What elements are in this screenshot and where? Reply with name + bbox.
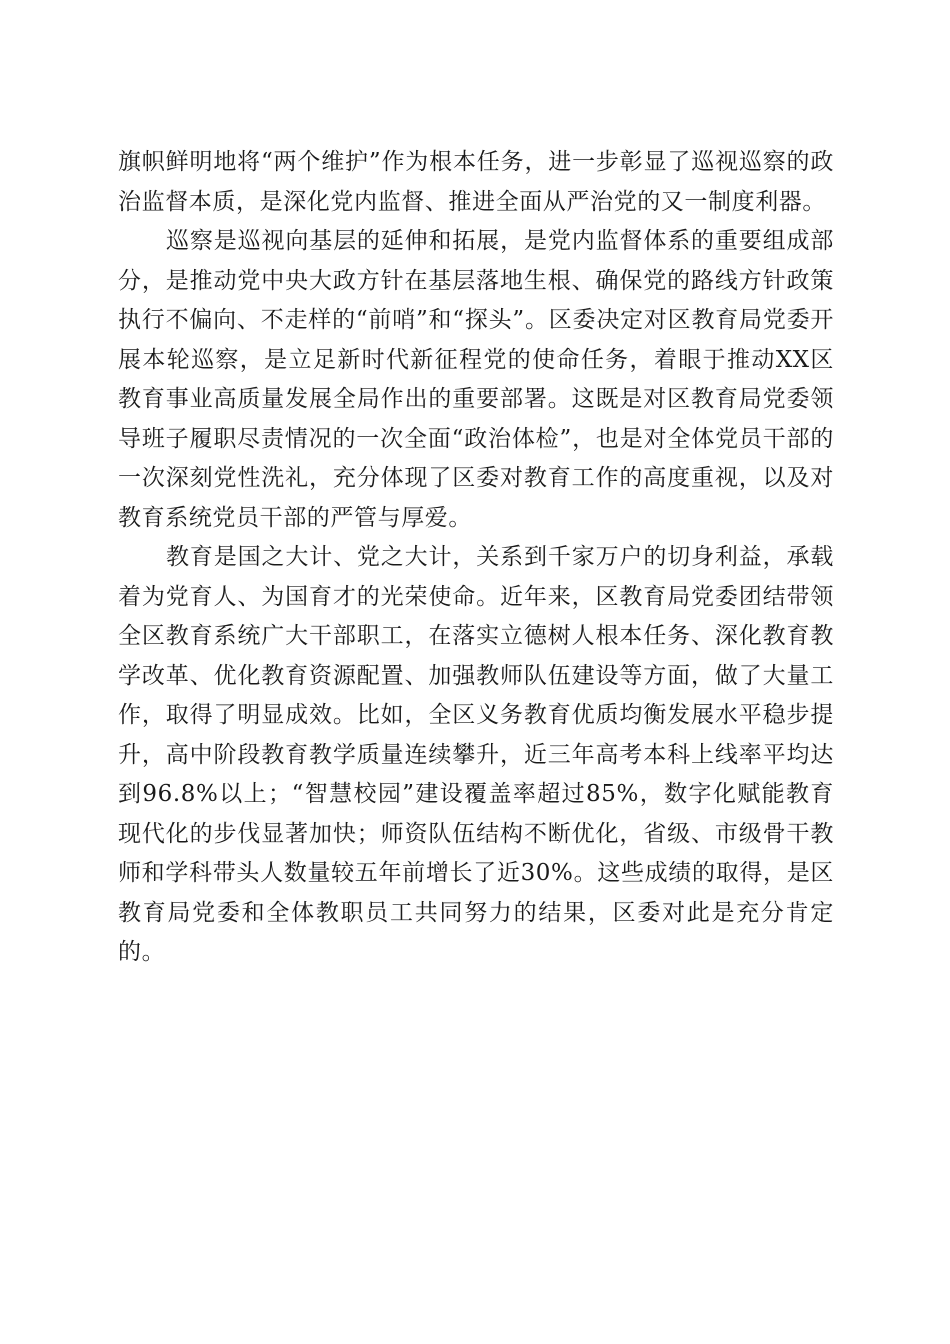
paragraph-continuation: 旗帜鲜明地将“两个维护”作为根本任务，进一步彰显了巡视巡察的政治监督本质，是深化党内监督、推进全面从严治党的又一制度利器。 [118,149,834,215]
paragraph-inspection-significance: 巡察是巡视向基层的延伸和拓展，是党内监督体系的重要组成部分，是推动党中央大政方针在基层落地生根、确保党的路线方针政策执行不偏向、不走样的“前哨”和“探头”。区委决定对区教育局党委开展本轮巡察，是立足新时代新征程党的使命任务，着眼于推动XX区教育事业高质量发展全局作出的重要部署。这既是对区教育局党委领导班子履职尽责情况的一次全面“政治体检”，也是对全体党员干部的一次深刻党性洗礼，充分体现了区委对教育工作的高度重视，以及对教育系统党员干部的严管与厚爱。 [118,228,834,531]
document-body [118,143,834,973]
paragraph-education-achievements: 教育是国之大计、党之大计，关系到千家万户的切身利益，承载着为党育人、为国育才的光荣使命。近年来，区教育局党委团结带领全区教育系统广大干部职工，在落实立德树人根本任务、深化教育教学改革、优化教育资源配置、加强教师队伍建设等方面，做了大量工作，取得了明显成效。比如，全区义务教育优质均衡发展水平稳步提升，高中阶段教育教学质量连续攀升，近三年高考本科上线率平均达到96.8%以上；“智慧校园”建设覆盖率超过85%，数字化赋能教育现代化的步伐显著加快；师资队伍结构不断优化，省级、市级骨干教师和学科带头人数量较五年前增长了近30%。这些成绩的取得，是区教育局党委和全体教职员工共同努力的结果，区委对此是充分肯定的。 [118,544,834,965]
